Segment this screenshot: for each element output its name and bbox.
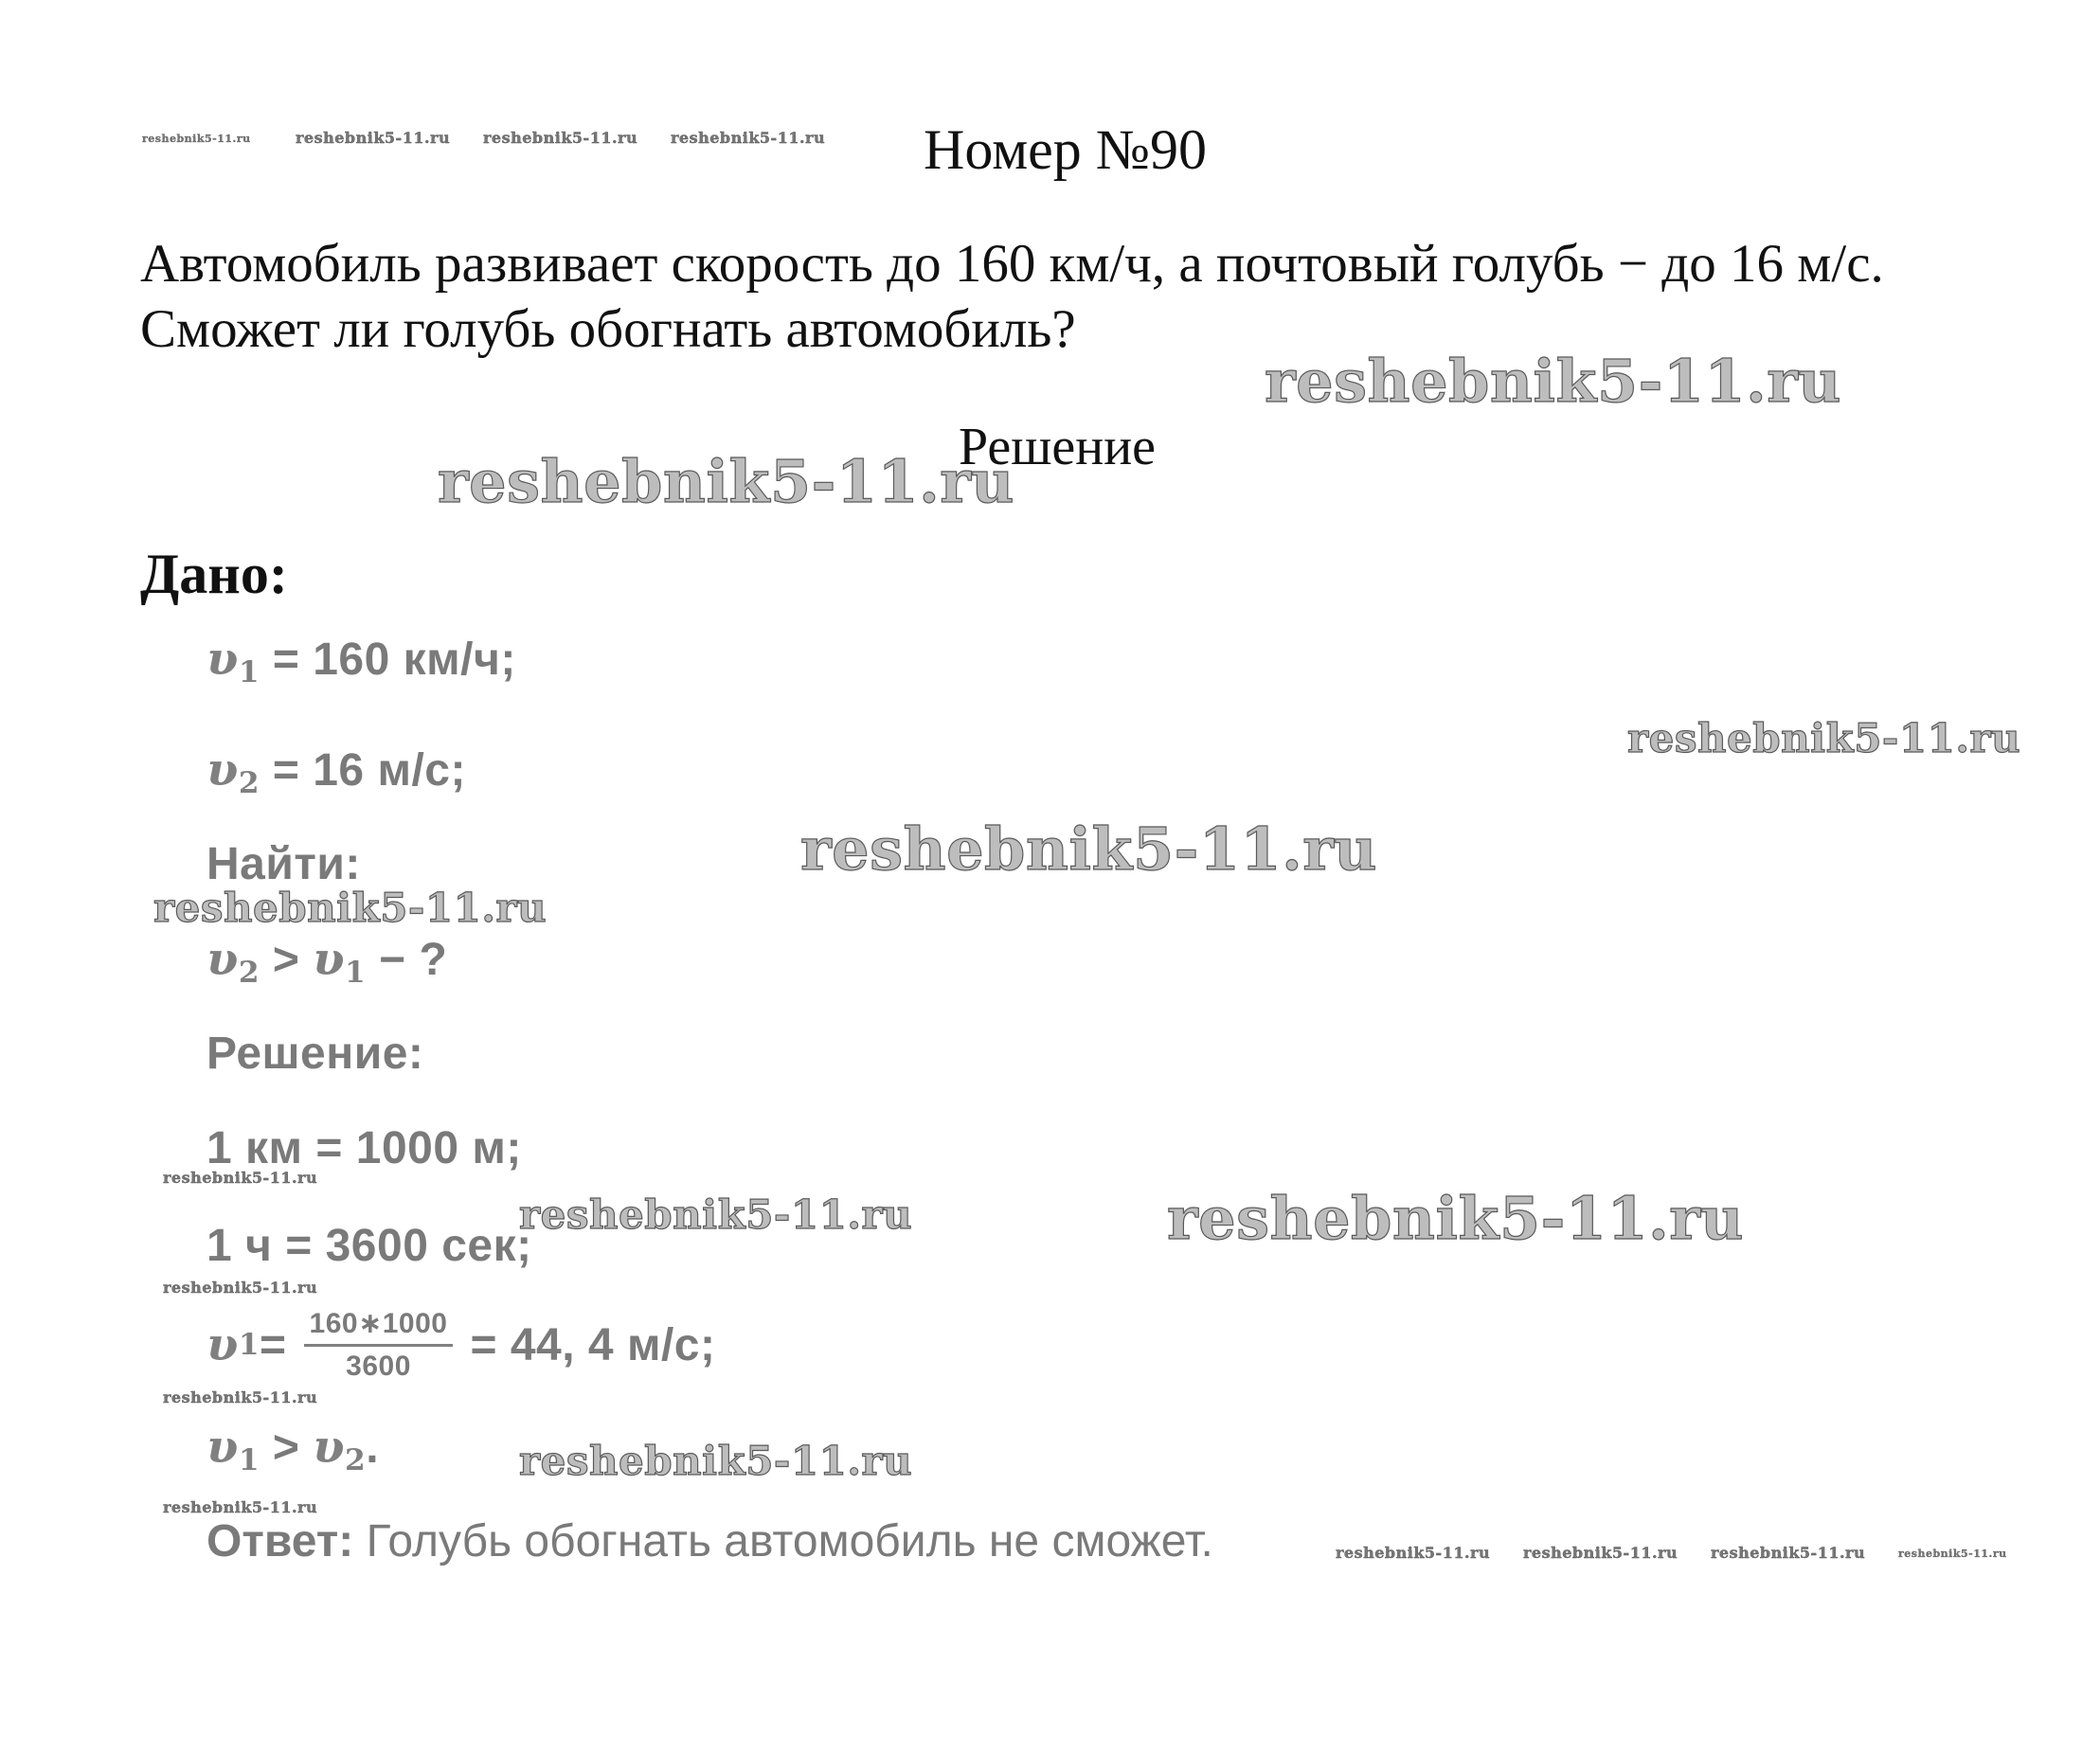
watermark: reshebnik5-11.ru [671,129,826,147]
v2-value: = 16 м/с; [260,745,466,796]
step4-end: . [366,1423,380,1473]
watermark: reshebnik5-11.ru [519,1438,913,1484]
answer-label: Ответ: [206,1516,354,1566]
solution-heading: Решение [959,418,1157,476]
solution-step-4 [206,1421,379,1477]
fraction-denominator: 3600 [346,1351,411,1382]
step3-sub: 1 [238,1328,260,1362]
given-v2 [206,743,466,800]
watermark: reshebnik5-11.ru [483,129,638,147]
v2-symbol: υ [206,743,239,796]
watermark: reshebnik5-11.ru [1523,1544,1678,1562]
answer [206,1515,1213,1567]
step4-var-a: υ [206,1421,239,1474]
watermark: reshebnik5-11.ru [163,1388,318,1406]
task-text-line-1: Автомобиль развивает скорость до 160 км/ч, а почтовый голубь − до 16 м/с. [140,234,1884,294]
solution-step-2: 1 ч = 3600 сек; [206,1221,532,1271]
solution-step-1: 1 км = 1000 м; [206,1123,522,1173]
watermark: reshebnik5-11.ru [1336,1544,1491,1562]
watermark: reshebnik5-11.ru [438,447,1014,516]
step3-result: = 44, 4 м/с; [470,1319,716,1370]
v1-value: = 160 км/ч; [260,635,516,685]
watermark: reshebnik5-11.ru [1898,1548,2007,1560]
watermark: reshebnik5-11.ru [153,885,547,931]
watermark: reshebnik5-11.ru [163,1498,318,1516]
find-question: − ? [366,935,448,985]
solution-step-3 [206,1307,715,1383]
watermark: reshebnik5-11.ru [519,1191,913,1238]
find-var-a: υ [206,933,239,986]
step3-var: υ [206,1318,239,1371]
given-heading: Дано: [140,543,288,605]
v1-symbol: υ [206,633,239,686]
find-operator: > [260,935,314,985]
watermark: reshebnik5-11.ru [163,1279,318,1297]
watermark: reshebnik5-11.ru [1711,1544,1866,1562]
step3-equals: = [260,1319,287,1370]
task-text-line-2: Сможет ли голубь обогнать автомобиль? [140,299,1076,359]
step3-fraction [304,1307,454,1383]
watermark: reshebnik5-11.ru [163,1169,318,1187]
solution-label: Решение: [206,1029,424,1079]
find-var-b: υ [313,933,346,986]
fraction-numerator: 160∗1000 [304,1307,454,1347]
find-sub-a: 2 [238,955,260,990]
watermark: reshebnik5-11.ru [142,133,251,145]
find-expression [206,933,447,990]
given-v1 [206,633,516,689]
v1-subscript: 1 [238,654,260,689]
find-sub-b: 1 [345,955,367,990]
watermark: reshebnik5-11.ru [1167,1184,1744,1253]
step4-sub-b: 2 [345,1442,367,1477]
step4-operator: > [260,1423,314,1473]
page-title: Номер №90 [924,118,1208,181]
watermark: reshebnik5-11.ru [296,129,451,147]
step4-var-b: υ [313,1421,346,1474]
find-label: Найти: [206,839,361,889]
v2-subscript: 2 [238,765,260,800]
watermark: reshebnik5-11.ru [800,814,1377,884]
watermark: reshebnik5-11.ru [1265,347,1841,416]
step4-sub-a: 1 [238,1442,260,1477]
answer-text: Голубь обогнать автомобиль не сможет. [353,1516,1213,1566]
watermark: reshebnik5-11.ru [1627,715,2021,761]
